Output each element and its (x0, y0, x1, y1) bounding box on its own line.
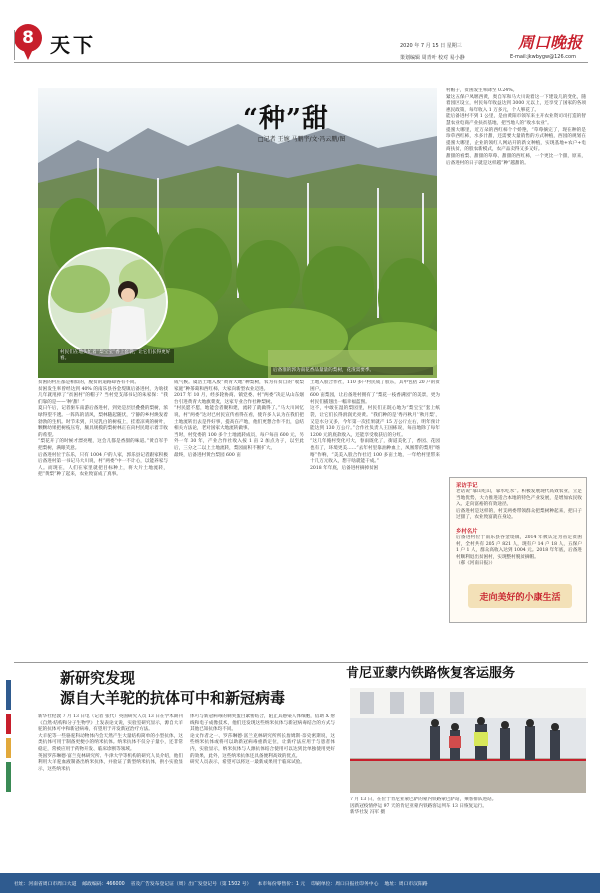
footer-ad-license: 省及广告发布登记证（周）出广发登记号（第 1502 号） (130, 881, 252, 887)
footer-postcode: 邮政编码：466000 (82, 881, 125, 887)
section-title: 天下 (50, 33, 96, 57)
story3-caption: 7 月 13 日，在位于肯尼亚蒙巴萨的蒙内铁路蒙巴萨站，乘客排队进站。 因新冠疫情停运 97 天的肯尼亚蒙内铁路客运列车 13 日恢复运行。 新华社发 冯军 摄 (350, 797, 497, 816)
story3-photo-train-station (350, 688, 586, 793)
feature-column-2: 成气候。虞浩土地入股“黄青大地”种梨树，农为有贫自的“收梨家庭”种茶葛和西红柿，大家向新型农业迈进。 2017 年 10 月，经多轮协商、镇党委、村“两委”决定从山东烟台引进黄青大地旗菜麦，这家专业合作社种梨树。 “村民愿不愿，地能会者聚和建，流转了就做得了。”马大川回忆说，村“两委”达对已村民宣传看得在看，使许多人认为在我们把土地流转出去是件好事，提高在产地，他们更想合作不出，总结相关方法论，老对国家大地流转做事。 当时，村党委的 100 多个土地流转成员，每户每亩 600 元，另外一年 30 年，产业合作社收入按 1 亩 2 加点为子，以至此后，三分之二以上土地流转，梨园面积不断扩大。 最终，后备进村黄台梨园 600 亩 (174, 380, 304, 458)
issue-date: 2020 年 7 月 15 日 星期三 (400, 43, 462, 49)
header-rule (14, 62, 588, 63)
feature-column-1: 贫困的村庄都是相似的，脱贫的道路却各有不同。 贫困发生率曾经达到 40% 的南乐县谷金堤镇后备进村，为啥找几年就甩掉了“贫困村”的帽子？当村党支部书记的朱家保：“我们靠的是——‘种’甜！” 夏日午后，记者驱车南游后备进村，到处是层层叠叠的梨树，浓绿得望不透。一阵阵的清风，梨林随起随伏，宁静的乡村焕发着勃勃的生机。时节未到，只见乳白的树枝上，挂着凉爽的树叶，颗颗幼果把树枝压弯，颇具规模的梨树林正在向村民昭示着丰收的希望。 “梨花开了的时候才漂亮哩，这会儿都是香甜的味道。”黄自军手把梨树，满眼笑意。 后备进村位于东乐，只有 1004 户的人家，郭乐县记者跟家积极后备进村第一书记马大川说，村“两委”中一不计心，以能养家与人。而现在，人们在家里就把目标种上，将大片土地流转，把“黄梨”种了起来，农业致富成了真事。 (38, 380, 168, 478)
header-divider (14, 30, 15, 60)
footer-printer: 印刷单位：周口日报社印务中心 (311, 881, 379, 887)
section-divider (14, 662, 588, 663)
feature-column-4: 村帽子，贫困发生率降至 0.24%。 紧这五保户凤堰西黄，奥自军和马大川说着这一下建设几的变化，随着园区设立，村民每年收益达到 3000 元以上，还享受了国家的各项惠民政策，每年收入 1 万多元，个人够花了。 能后备进村不到 1 公里，是由黄阳市领军来主开农业资司司打造的智慧农业电商产业扶贫基地，把当地人的“收水农业”。 提蜜大哪里，近万朵的西红柿个个娇艳，“草莓摘完了，现在种的是珍草西红柿，水多汁甜，还需要大量销售的方式种植，西园的规划在提蜜大哪里，企业的领红人网站开的新文种植，实现基地+农户+电商扶贫，的股农新模式，农产品卖得又多又好。 甜甜的看梨、甜甜的草莓、甜甜的西红柿，一个更比一个甜，原来，后备进村的日子就是这样越“种”越甜的。 (446, 88, 586, 166)
page-number-badge: 8 (14, 24, 42, 52)
left-color-stripe (4, 680, 14, 800)
sidebar-banner: 走向美好的小康生活 (468, 584, 572, 608)
story2-column-2: 体可与新冠病毒的刺突蛋白紧密结合，阻止其感染人体细胞，借助 X 射线和电子成像技术，他们还发现这些纳米抗体与新冠病毒结合的方式与其他已知抗体均不同。 论文作者之一、罗莎琳德·富兰克林研究所所长詹姆斯·奈史密斯说，这些纳米抗体或将可以助新冠病毒重新定位，让新疗法应用于与患者体内，实验显示，纳米抗体与人源抗体结合使用可以达到比单独使用更好的效果，此外，这些纳米抗体还具备便利高效的优点。 研究人员表示，希望可以将这一最新成果用于临床试验。 (190, 714, 335, 766)
sidebar-heading: 采访手记 (456, 483, 478, 489)
contact-email: E-mail:jkwbygw@126.com (510, 54, 576, 60)
feature-headline: “种”甜 (243, 104, 329, 134)
editor-line: 策划编辑 周青叶 校对 易小静 (400, 55, 465, 61)
sidebar-heading-2: 乡村名片 (456, 529, 478, 535)
feature-byline: □记者 王婉 马鹏宇/文·冯云鹏/图 (258, 136, 346, 143)
story2-headline-line2: 源自大羊驼的抗体可中和新冠病毒 (60, 689, 286, 707)
story2-column-1: 新华社伦敦 7 月 13 日电（记者 张代）英国研究人员 13 日在学术期刊《自然·结构和分子生物学》上发表论文说，实验室研究显示，源自大羊驼的抗体可中和新冠病毒，有望用于开发新冠治疗方法。 大羊驼等一些骆驼科动物体内会天然产生大量结构简单的小型抗体，这类抗体可用于制备更便小的纳米抗体。纳米抗体不仅分子量小，还非常稳定，常被应用于药物开发、临床诊断等领域。 英国罗莎琳德·富兰克林研究所、牛津大学等机构的研究人员介绍，他们利用大羊驼血液制备出纳米抗体，并验证了新型纳米抗体，供小实验显示，这些纳米抗 (38, 714, 183, 772)
feature-photo-caption: 后备淮的郭为南花香品量量的梨树，花渣需要季。 (271, 367, 433, 375)
newspaper-brand-logo: 周口晚报 (518, 33, 583, 52)
story2-headline-line1: 新研究发现 (60, 669, 136, 687)
story3-headline: 肯尼亚蒙内铁路恢复客运服务 (346, 666, 516, 681)
inset-photo-farmer (48, 247, 168, 357)
inset-photo-caption: 村民们在地头忙着“梨宝宝”香上套袋，让它们长得更好看。 (58, 349, 174, 363)
footer-price: 本市每份零售价：1 元 (257, 881, 306, 887)
footer-printer-address: 地址：周口市汉阳路 (384, 881, 428, 887)
sidebar-body: 老话说“靠山吃山，靠水吃水”。积极发展现代高效农业，立足当地优势，大力推进适合本地的特色产业发展，是增加农民收入、走向富裕的有效途径。 后备进村是这样的，村支两委带领群众把梨树种起来，把日子过甜了，农业致富就在身边。 (456, 489, 582, 521)
footer-address: 社址：河南省周口市周口大道 (14, 881, 77, 887)
page-footer (0, 873, 600, 893)
feature-column-3: 土地入股合作社，110 多户村民成了股东，其中包括 20 户的贫困户。 600 亩梨园，让后备进村拥有了“梨花一枝香满园”的美景，更为村民们插翅出一幅幸福蓝图。 这不，中敢在湿的梨园里，村民们正既心地为“梨宝宝”套上纸袋，让它们长得滑润光亮黄。“我们种的是‘秀丹秋月’‘秋月梨’，又是水分又多，今年第一次挂果就产 15 万公斤左右，明年预计能达到 130 万公斤。”合作社负责人王国栋说，每亩地除了每年 1200 元的底款收入，还能享受收获后的分红。 “这几年俺村变化可大，春雨既化了，街道美化了，香园、花园也有了，环境更美……”去年村里靠油种血上，凤凰带的梨用“喀喀”作响，“美美入股合作社近 100 多亩土地，一年给村里带来十几万元收入，想干啥就能干成。” 2018 年年底，后备进村摘掉贫困 (310, 380, 440, 471)
sidebar-body-2: 后备进村位于南乐县谷金堤镇，2014 年被认定为省定贫困村，全村共有 205 户 821 人，现有户 14 户 18 人，五保户 1 户 1 人，群众高收入达到 1004 元。2018 年年底，后备进村顺利退出贫困村，实现整村脱贫摘帽。 （郝《河南日报》） (456, 535, 582, 567)
